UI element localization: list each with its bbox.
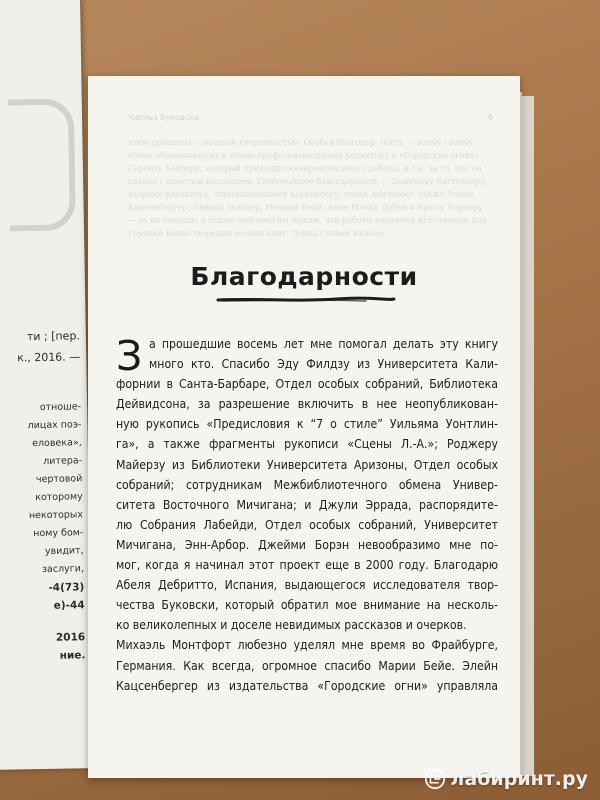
text-line: лю Собрания Лабейди, Отдел особых собраний, Университет [116,517,498,532]
text-line: ную рукопись «Предисловия к “7 о стиле” Уильяма Уонтлин- [116,417,498,432]
left-page-fragment: к., 2016. — [17,350,81,365]
text-line: Дейвидсона, за разрешение включить в нее неопубликован- [116,397,498,412]
left-page-fragment: ти ; [пер. [26,329,80,344]
left-page-fragment: чертовой [35,473,83,486]
dropcap: З [116,332,143,380]
left-page-fragment: е)-44 [53,599,85,612]
body-text [116,334,498,696]
text-line: мог, когда я начинал этот проект еще в 2000 году. Благодарю [116,558,498,573]
left-page-fragment: лицах поэ- [27,419,82,432]
left-page-fragment: еловека», [32,437,82,450]
text-line: Мичигана, Энн-Арбор. Джейми Борэн невообразимо мне по- [116,537,498,552]
left-page-decoration [8,98,76,231]
text-line: чества Буковски, который обратил мое внимание на несколь- [116,598,498,613]
left-page-fragment: увидит, [44,545,84,557]
title-underline [216,295,396,305]
left-page-fragment: ние. [59,649,86,662]
bleed-through-text: этим пришлось с мощной уверенностью. Особая благодар- ность — всему своему, очень образованному и очень профессиональному редактору в «Городских огнях» Гарнету Кайзеру, который притащил невероятно много работы, и т.е. за то, что он сделал с простым наследием. Глубочайшее благодарность — Доменику Бэттеллеру, второму редактору, тщательнейшему корректору, очень жёсткому; также Элейн Кацсенбергер; Лейвуд Зельцер, Мелани Бейе, Анне Мачка Дубуа и Брюсу Уорнеру — за их помощь; а также ещё многим людям, чьи работы являются источником для Гордоне Конш-творений особых книг. Дэвид Стивен Калоне [128,138,488,238]
text-line: Майерзу из Библиотеки Университета Аризоны, Отдел особых [116,457,498,472]
text-line: га», а также фрагменты рукописи «Сцены Л.-А.»; Роджеру [116,437,498,452]
page-title: Благодарности [190,262,418,291]
text-line: ситета Восточного Мичигана; и Джули Эррада, распорядите- [116,497,498,512]
left-page-fragment: заслуги, [41,563,85,576]
left-page-fragment: некоторых [28,509,84,522]
text-line: собраний; сотрудникам Межбиблиотечного обмена Универ- [116,477,498,492]
left-page-fragment: 2016 [55,631,86,644]
text-line: Кацсенбергер из издательства «Городские огни» управляла [116,678,498,693]
watermark-text: лабиринт.ру [450,768,588,790]
left-page [0,0,93,770]
watermark [424,768,588,790]
running-header: Чарльз Буковски [128,113,200,122]
text-line: а прошедшие восемь лет мне помогал делать эту книгу [149,337,498,351]
page-number: 9 [487,113,493,122]
text-line: Михаэль Монтфорт любезно уделял мне время во Фрайбурге, [116,638,498,653]
book-page [88,76,520,778]
left-page-fragment: отноше- [39,401,82,414]
text-line: ко великолепных и доселе невидимых рассказов и очерков. [116,618,467,633]
labirint-logo-icon [424,768,446,790]
bleed-through-header [128,113,493,122]
left-page-fragment: которому [35,491,83,504]
left-page-fragment: литера- [43,455,83,467]
left-page-fragment: -4(73) [48,581,85,594]
left-page-fragment: ному бом- [33,527,84,540]
text-line: много кто. Спасибо Эду Филдзу из Университета Кали- [149,357,498,372]
text-line: форнии в Санта-Барбаре, Отдел особых собраний, Библиотека [116,377,498,392]
text-line: Абеля Дебритто, Испания, выдающегося исследователя твор- [116,578,498,593]
text-line: Германия. Как всегда, огромное спасибо Марии Бейе. Элейн [116,658,498,673]
